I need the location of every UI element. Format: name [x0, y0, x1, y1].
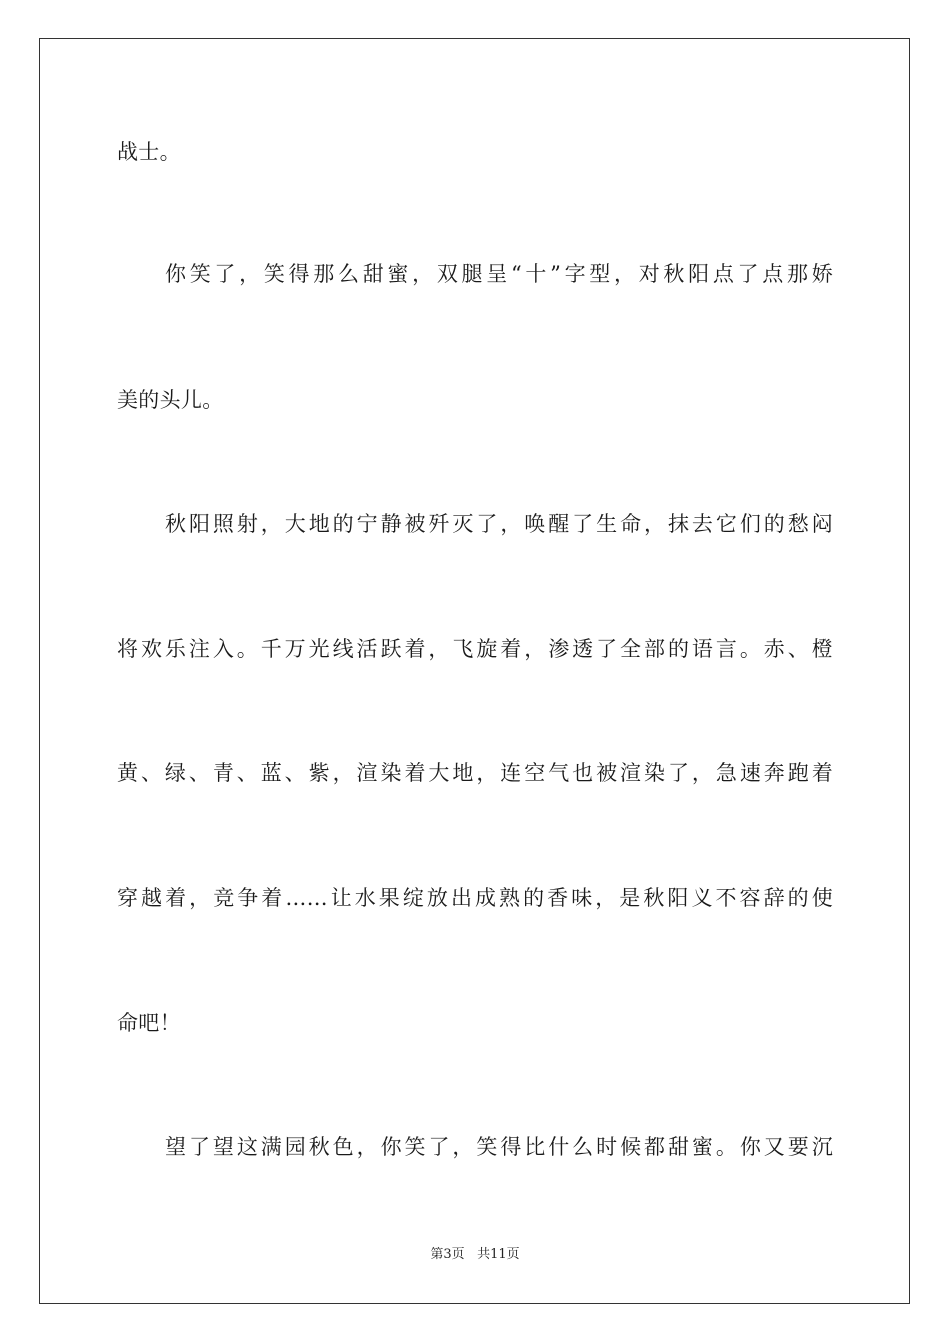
text-line: 穿越着，竞争着……让水果绽放出成熟的香味，是秋阳义不容辞的使: [117, 886, 833, 910]
text-line: 将欢乐注入。千万光线活跃着，飞旋着，渗透了全部的语言。赤、橙: [117, 637, 833, 661]
text-line: 战士。: [117, 140, 181, 164]
text-line: 黄、绿、青、蓝、紫，渲染着大地，连空气也被渲染了，急速奔跑着: [117, 761, 833, 785]
text-line: 命吧！: [117, 1011, 181, 1035]
text-line: 美的头儿。: [117, 388, 224, 412]
page-border: [39, 38, 910, 1304]
text-line: 望了望这满园秋色，你笑了，笑得比什么时候都甜蜜。你又要沉: [165, 1135, 833, 1159]
text-line: 秋阳照射，大地的宁静被歼灭了，唤醒了生命，抹去它们的愁闷: [165, 512, 833, 536]
text-line: 你笑了，笑得那么甜蜜，双腿呈“十”字型，对秋阳点了点那娇: [165, 262, 833, 286]
page-footer: [0, 1246, 950, 1264]
page-number: 第3页: [430, 1247, 465, 1262]
page-total: 共11页: [477, 1247, 520, 1262]
